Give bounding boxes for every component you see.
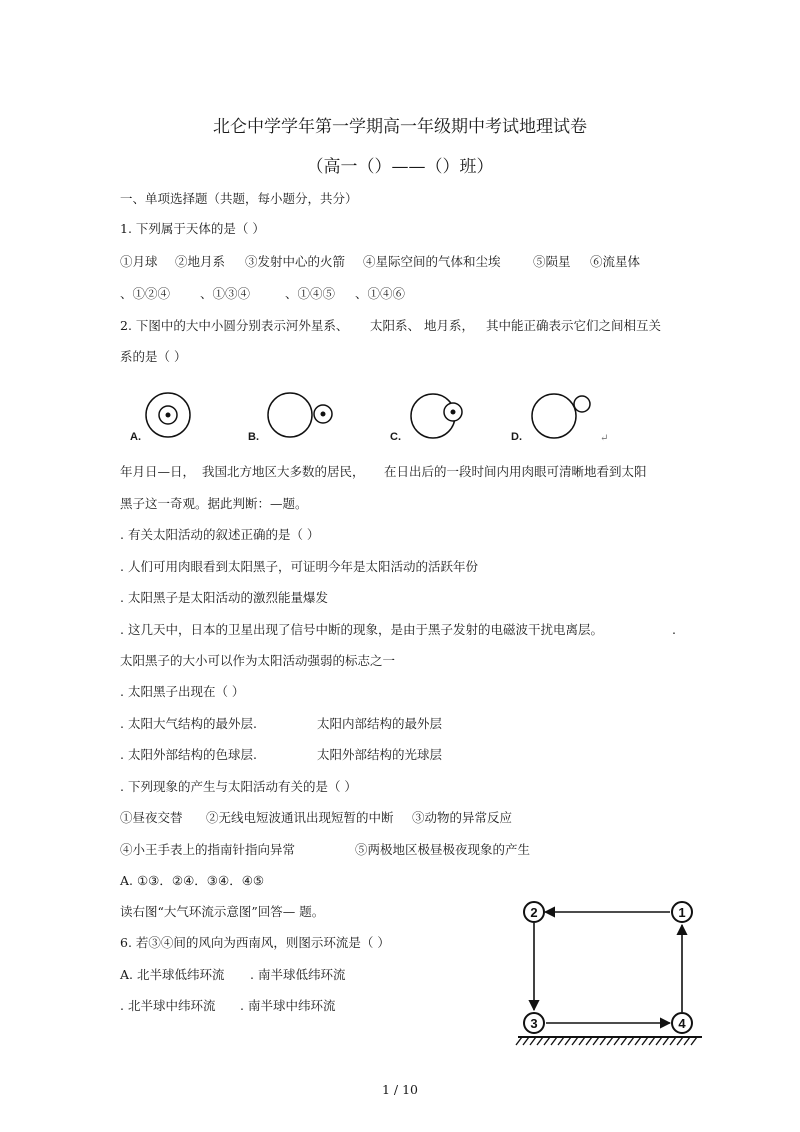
q1-stem: 1. 下列属于天体的是（ ） [120,221,265,236]
q2-label-a: A. [130,431,141,443]
q1-option-b: 、①③④ [200,286,251,301]
q2-diagram-b [265,390,345,450]
q3-stem: . 有关太阳活动的叙述正确的是（ ） [120,527,320,542]
circulation-diagram [510,890,710,1060]
q6-stem: 6. 若③④间的风向为西南风，则图示环流是（ ） [120,935,390,950]
q1-items [120,254,680,270]
q5-item: ②无线电短波通讯出现短暂的中断 [206,810,394,825]
q1-item: ②地月系 [175,254,226,269]
q2-diagram-d [528,388,608,448]
q2-label-c: C. [390,431,401,443]
q2-diagram-c [405,390,485,450]
q1-option-a: 、①②④ [120,286,171,301]
q5-options: A. ①③．②④．③④．④⑤ [120,873,265,888]
q5-item: ④小王手表上的指南针指向异常 [120,842,296,857]
q1-option-d: 、①④⑥ [355,286,406,301]
q1-item: ⑥流星体 [590,254,641,269]
q1-item: ④星际空间的气体和尘埃 [363,254,501,269]
q2-stem-part3: 其中能正确表示它们之间相互关 [486,318,662,333]
q6-option-a: A. 北半球低纬环流 [120,967,225,982]
q5-stem: . 下列现象的产生与太阳活动有关的是（ ） [120,779,357,794]
return-mark: ↵ [600,433,609,444]
q3-option-d: 太阳黑子的大小可以作为太阳活动强弱的标志之一 [120,653,396,668]
q1-item: ①月球 [120,254,158,269]
node-3 [524,1013,544,1033]
q2-stem [120,318,680,334]
q1-options [120,286,520,302]
node-1 [672,902,692,922]
passage-residents: 我国北方地区大多数的居民， [202,464,365,479]
q4-option-c: . 太阳外部结构的色球层. [120,747,257,762]
node-4 [672,1013,692,1033]
page-number: 1 / 10 [381,1082,419,1097]
q5-items-row2 [120,842,620,858]
passage-line1 [120,464,680,480]
q6-intro: 读右图“大气环流示意图”回答— 题。 [120,904,325,919]
q5-items-row1 [120,810,620,826]
q3-option-a: . 人们可用肉眼看到太阳黑子，可证明今年是太阳活动的活跃年份 [120,559,478,574]
q2-stem-part1: 2. 下图中的大中小圆分别表示河外星系、 [120,318,349,333]
q4-options-row1 [120,716,520,732]
q2-diagram-a [140,390,200,450]
q5-item: ①昼夜交替 [120,810,183,825]
passage-date: 年月日—日， [120,464,196,479]
q3-option-b: . 太阳黑子是太阳活动的激烈能量爆发 [120,590,328,605]
node-4-label: 4 [678,1016,686,1031]
section-heading: 一、单项选择题（共题，每小题分，共分） [120,191,358,206]
q2-stem-line2: 系的是（ ） [120,349,187,364]
q2-label-b: B. [248,431,259,443]
q6-option-d: . 南半球中纬环流 [240,998,336,1013]
passage-line2: 黑子这一奇观。据此判断：—题。 [120,496,308,511]
q1-option-c: 、①④⑤ [285,286,336,301]
q4-stem: . 太阳黑子出现在（ ） [120,684,245,699]
q4-options-row2 [120,747,520,763]
q1-item: ③发射中心的火箭 [245,254,346,269]
ground-hatch [516,1037,702,1045]
q5-item: ③动物的异常反应 [412,810,513,825]
node-1-label: 1 [678,905,686,920]
q6-options-row1 [120,967,440,983]
q4-option-b: 太阳内部结构的最外层 [317,716,443,731]
q1-item: ⑤陨星 [533,254,571,269]
q5-item: ⑤两极地区极昼极夜现象的产生 [355,842,531,857]
node-2 [524,902,544,922]
node-2-label: 2 [530,905,538,920]
q2-stem-part2: 太阳系、 地月系， [370,318,474,333]
q3-option-c: . 这几天中，日本的卫星出现了信号中断的现象，是由于黑子发射的电磁波干扰电离层。 [120,622,603,637]
q4-option-d: 太阳外部结构的光球层 [317,747,443,762]
q6-option-b: . 南半球低纬环流 [250,967,346,982]
page-title: 北仑中学学年第一学期高一年级期中考试地理试卷 [213,117,587,137]
q6-option-c: . 北半球中纬环流 [120,998,216,1013]
node-3-label: 3 [530,1016,538,1031]
class-subtitle: （高一（）——（）班） [306,157,494,177]
q6-options-row2 [120,998,440,1014]
passage-observation: 在日出后的一段时间内用肉眼可清晰地看到太阳 [384,464,647,479]
q3-option-d-dot: . [672,622,676,637]
q4-option-a: . 太阳大气结构的最外层. [120,716,257,731]
q2-label-d: D. [511,431,522,443]
